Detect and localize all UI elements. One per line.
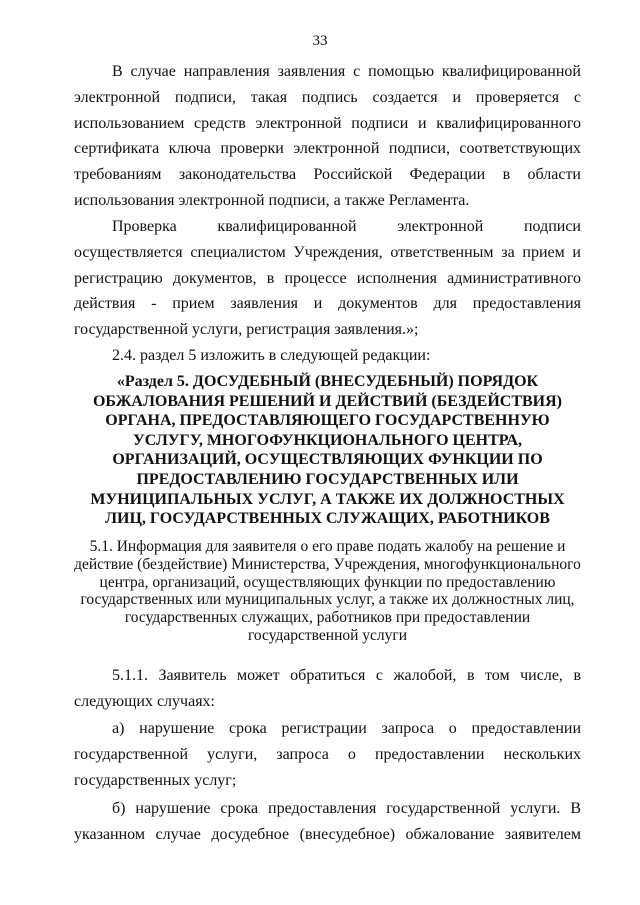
- subsection-5-1-heading: 5.1. Информация для заявителя о его праве подать жалобу на решение и действие (бездействие) Министерства, Учреждения, многофункционального центра, организаций, осуществляющих функции по предоставлению государственных или муниципальных услуг, а также их должностных лиц, государственных служащих, работников при предоставлении государственной услуги: [74, 538, 581, 644]
- paragraph-signature-verification: [74, 59, 581, 214]
- paragraph-text: 5.1.1. Заявитель может обратиться с жалобой, в том числе, в следующих случаях:: [74, 667, 581, 710]
- paragraph-5-1-1: [74, 663, 581, 715]
- paragraph-signature-check: [74, 214, 581, 343]
- paragraph-text: а) нарушение срока регистрации запроса о предоставлении государственной услуги, запроса о предоставлении нескольких государственных услуг;: [74, 720, 581, 789]
- paragraph-text: В случае направления заявления с помощью квалифицированной электронной подписи, такая подпись создается и проверяется с использованием средств электронной подписи и квалифицированного сертификата ключа проверки электронной подписи, соответствующих требованиям законодательства Российской Федерации в области использования электронной подписи, а также Регламента.: [74, 63, 581, 209]
- paragraph-text: б) нарушение срока предоставления государственной услуги. В указанном случае досудебное (внесудебное) обжалование заявителем: [74, 800, 581, 843]
- paragraph-text: 2.4. раздел 5 изложить в следующей редакции:: [112, 347, 431, 364]
- paragraph-section-amendment: [74, 343, 581, 369]
- paragraph-text: Проверка квалифицированной электронной подписи осуществляется специалистом Учреждения, ответственным за прием и регистрацию документов, в процессе исполнения административного действия - прием заявления и документов для предоставления государственной услуги, регистрация заявления.»;: [74, 218, 581, 339]
- list-item-b: [74, 796, 581, 848]
- page-number: 33: [312, 33, 328, 49]
- list-item-a: [74, 716, 581, 793]
- section-5-heading: «Раздел 5. ДОСУДЕБНЫЙ (ВНЕСУДЕБНЫЙ) ПОРЯДОК ОБЖАЛОВАНИЯ РЕШЕНИЙ И ДЕЙСТВИЙ (БЕЗДЕЙСТВИЯ) ОРГАНА, ПРЕДОСТАВЛЯЮЩЕГО ГОСУДАРСТВЕННУЮ УСЛУГУ, МНОГОФУНКЦИОНАЛЬНОГО ЦЕНТРА, ОРГАНИЗАЦИЙ, ОСУЩЕСТВЛЯЮЩИХ ФУНКЦИИ ПО ПРЕДОСТАВЛЕНИЮ ГОСУДАРСТВЕННЫХ ИЛИ МУНИЦИПАЛЬНЫХ УСЛУГ, А ТАКЖЕ ИХ ДОЛЖНОСТНЫХ ЛИЦ, ГОСУДАРСТВЕННЫХ СЛУЖАЩИХ, РАБОТНИКОВ: [90, 373, 565, 528]
